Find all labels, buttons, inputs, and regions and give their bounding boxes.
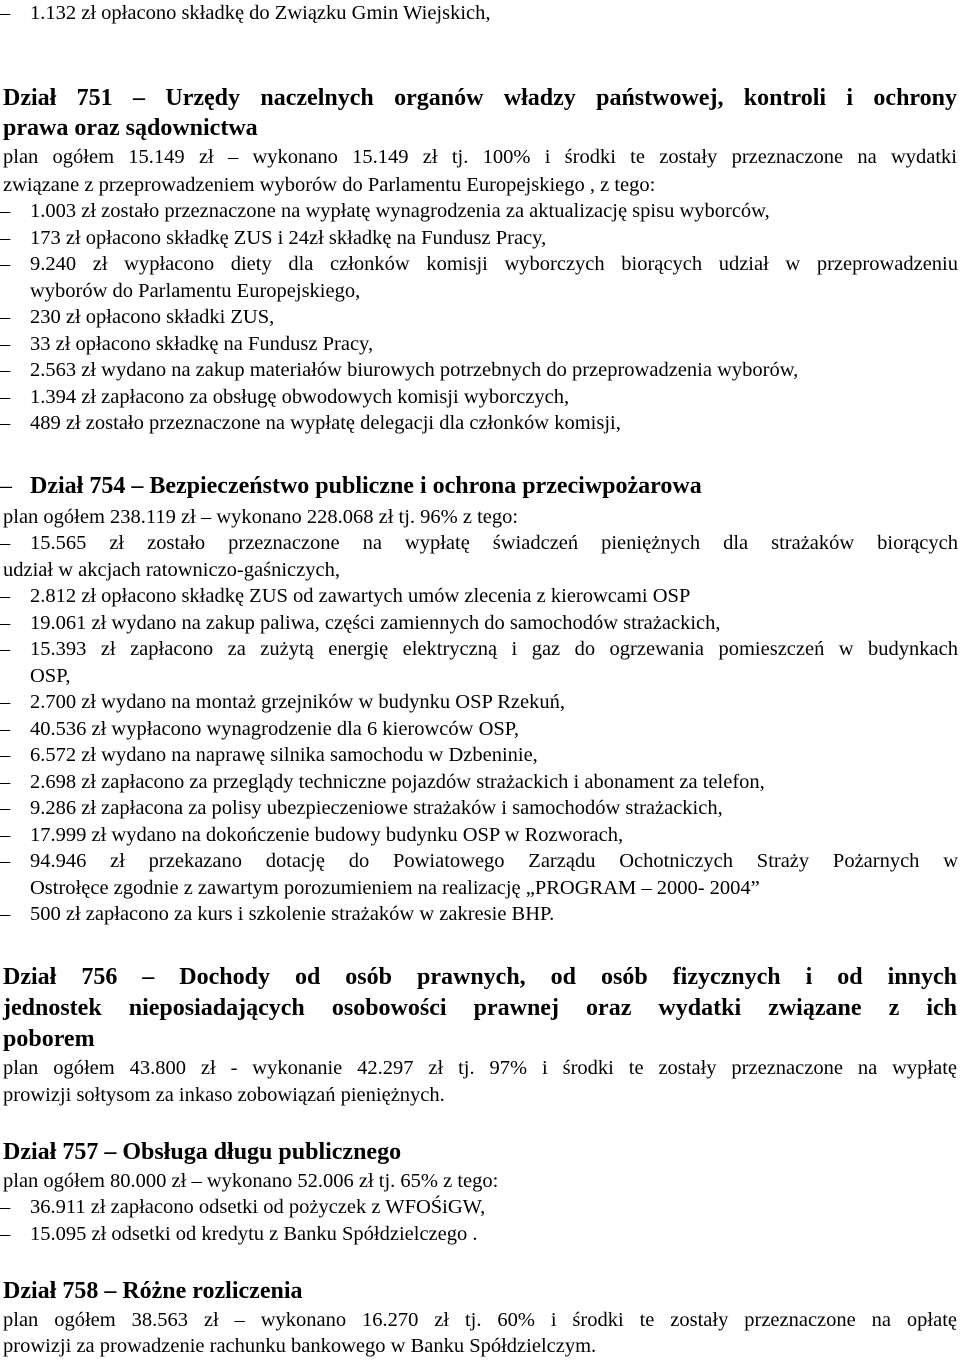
bullet-dash: – (0, 386, 11, 408)
section-758-heading: Dział 758 – Różne rozliczenia (3, 1278, 303, 1304)
section-756-heading-cont: jednostek nieposiadających osobowości prawnej oraz wydatki związane z ich (3, 995, 957, 1021)
item-text: 2.563 zł wydano na zakup materiałów biurowych potrzebnych do przeprowadzenia wyborów, (30, 359, 799, 381)
bullet-dash: – (0, 359, 11, 381)
item-text: 1.003 zł zostało przeznaczone na wypłatę wynagrodzenia za aktualizację spisu wyborców, (30, 200, 770, 222)
section-751-plan: plan ogółem 15.149 zł – wykonano 15.149 zł tj. 100% i środki te zostały przeznaczone na wydatki (3, 146, 957, 168)
bullet-dash: – (0, 1196, 11, 1218)
item-text: 1.394 zł zapłacono za obsługę obwodowych komisji wyborczych, (30, 386, 570, 408)
item-text: 15.095 zł odsetki od kredytu z Banku Spółdzielczego . (30, 1223, 478, 1245)
item-text: 2.698 zł zapłacono za przeglądy techniczne pojazdów strażackich i abonament za telefon, (30, 771, 765, 793)
bullet-dash: – (0, 200, 11, 222)
item-text: 36.911 zł zapłacono odsetki od pożyczek z WFOŚiGW, (30, 1196, 486, 1218)
item-text: 40.536 zł wypłacono wynagrodzenie dla 6 kierowców OSP, (30, 718, 520, 740)
item-text: 33 zł opłacono składkę na Fundusz Pracy, (30, 333, 374, 355)
item-text: 500 zł zapłacono za kurs i szkolenie strażaków w zakresie BHP. (30, 903, 555, 925)
bullet-dash: – (0, 2, 11, 24)
section-756-heading: Dział 756 – Dochody od osób prawnych, od osób fizycznych i od innych (3, 964, 957, 990)
item-text-cont: Ostrołęce zgodnie z zawartym porozumieniem na realizację „PROGRAM – 2000- 2004” (30, 877, 760, 899)
bullet-dash: – (0, 824, 11, 846)
section-751-heading: Dział 751 – Urzędy naczelnych organów władzy państwowej, kontroli i ochrony (3, 85, 957, 111)
item-text: 9.240 zł wypłacono diety dla członków komisji wyborczych biorących udział w przeprowadzeniu (30, 253, 958, 275)
bullet-dash: – (0, 473, 12, 499)
item-text-cont: wyborów do Parlamentu Europejskiego, (30, 280, 361, 302)
section-756-plan: plan ogółem 43.800 zł - wykonanie 42.297 zł tj. 97% i środki te zostały przeznaczone na wypłatę (3, 1057, 957, 1079)
item-text: 94.946 zł przekazano dotację do Powiatowego Zarządu Ochotniczych Straży Pożarnych w (30, 850, 958, 872)
item-text: 173 zł opłacono składkę ZUS i 24zł składkę na Fundusz Pracy, (30, 227, 547, 249)
bullet-dash: – (0, 771, 11, 793)
section-754-plan: plan ogółem 238.119 zł – wykonano 228.068 zł tj. 96% z tego: (3, 506, 519, 528)
item-text-cont: udział w akcjach ratowniczo-gaśniczych, (3, 559, 340, 581)
item-text: 1.132 zł opłacono składkę do Związku Gmin Wiejskich, (30, 2, 491, 24)
item-text: 6.572 zł wydano na naprawę silnika samochodu w Dzbeninie, (30, 744, 538, 766)
bullet-dash: – (0, 532, 11, 554)
section-754-title: Dział 754 – Bezpieczeństwo publiczne i ochrona przeciwpożarowa (30, 473, 702, 499)
bullet-dash: – (0, 903, 11, 925)
section-756-plan-cont: prowizji sołtysom za inkaso zobowiązań pieniężnych. (3, 1084, 445, 1106)
bullet-dash: – (0, 638, 11, 660)
bullet-dash: – (0, 333, 11, 355)
section-757-plan: plan ogółem 80.000 zł – wykonano 52.006 zł tj. 65% z tego: (3, 1170, 499, 1192)
item-text: 17.999 zł wydano na dokończenie budowy budynku OSP w Rozworach, (30, 824, 624, 846)
bullet-dash: – (0, 306, 11, 328)
bullet-dash: – (0, 850, 11, 872)
bullet-dash: – (0, 691, 11, 713)
bullet-dash: – (0, 797, 11, 819)
item-text: 2.700 zł wydano na montaż grzejników w budynku OSP Rzekuń, (30, 691, 566, 713)
section-758-plan-cont: prowizji za prowadzenie rachunku bankowego w Banku Spółdzielczym. (3, 1335, 597, 1357)
bullet-dash: – (0, 744, 11, 766)
item-text: 230 zł opłacono składki ZUS, (30, 306, 275, 328)
bullet-dash: – (0, 227, 11, 249)
bullet-dash: – (0, 412, 11, 434)
item-text: 9.286 zł zapłacona za polisy ubezpieczeniowe strażaków i samochodów strażackich, (30, 797, 723, 819)
section-751-plan-cont: związane z przeprowadzeniem wyborów do Parlamentu Europejskiego , z tego: (3, 174, 656, 196)
item-text: 15.565 zł zostało przeznaczone na wypłatę świadczeń pieniężnych dla strażaków biorących (30, 532, 958, 554)
bullet-dash: – (0, 253, 11, 275)
section-751-heading-cont: prawa oraz sądownictwa (3, 115, 258, 141)
bullet-dash: – (0, 612, 11, 634)
item-text: 489 zł zostało przeznaczone na wypłatę delegacji dla członków komisji, (30, 412, 621, 434)
item-text: 19.061 zł wydano na zakup paliwa, części zamiennych do samochodów strażackich, (30, 612, 721, 634)
bullet-dash: – (0, 585, 11, 607)
section-757-heading: Dział 757 – Obsługa długu publicznego (3, 1139, 402, 1165)
section-756-heading-cont: poborem (3, 1026, 95, 1052)
bullet-dash: – (0, 718, 11, 740)
section-758-plan: plan ogółem 38.563 zł – wykonano 16.270 zł tj. 60% i środki te zostały przeznaczone na opłatę (3, 1309, 957, 1331)
item-text: 2.812 zł opłacono składkę ZUS od zawartych umów zlecenia z kierowcami OSP (30, 585, 691, 607)
item-text: 15.393 zł zapłacono za zużytą energię elektryczną i gaz do ogrzewania pomieszczeń w budynkach (30, 638, 958, 660)
item-text-cont: OSP, (30, 665, 71, 687)
bullet-dash: – (0, 1223, 11, 1245)
